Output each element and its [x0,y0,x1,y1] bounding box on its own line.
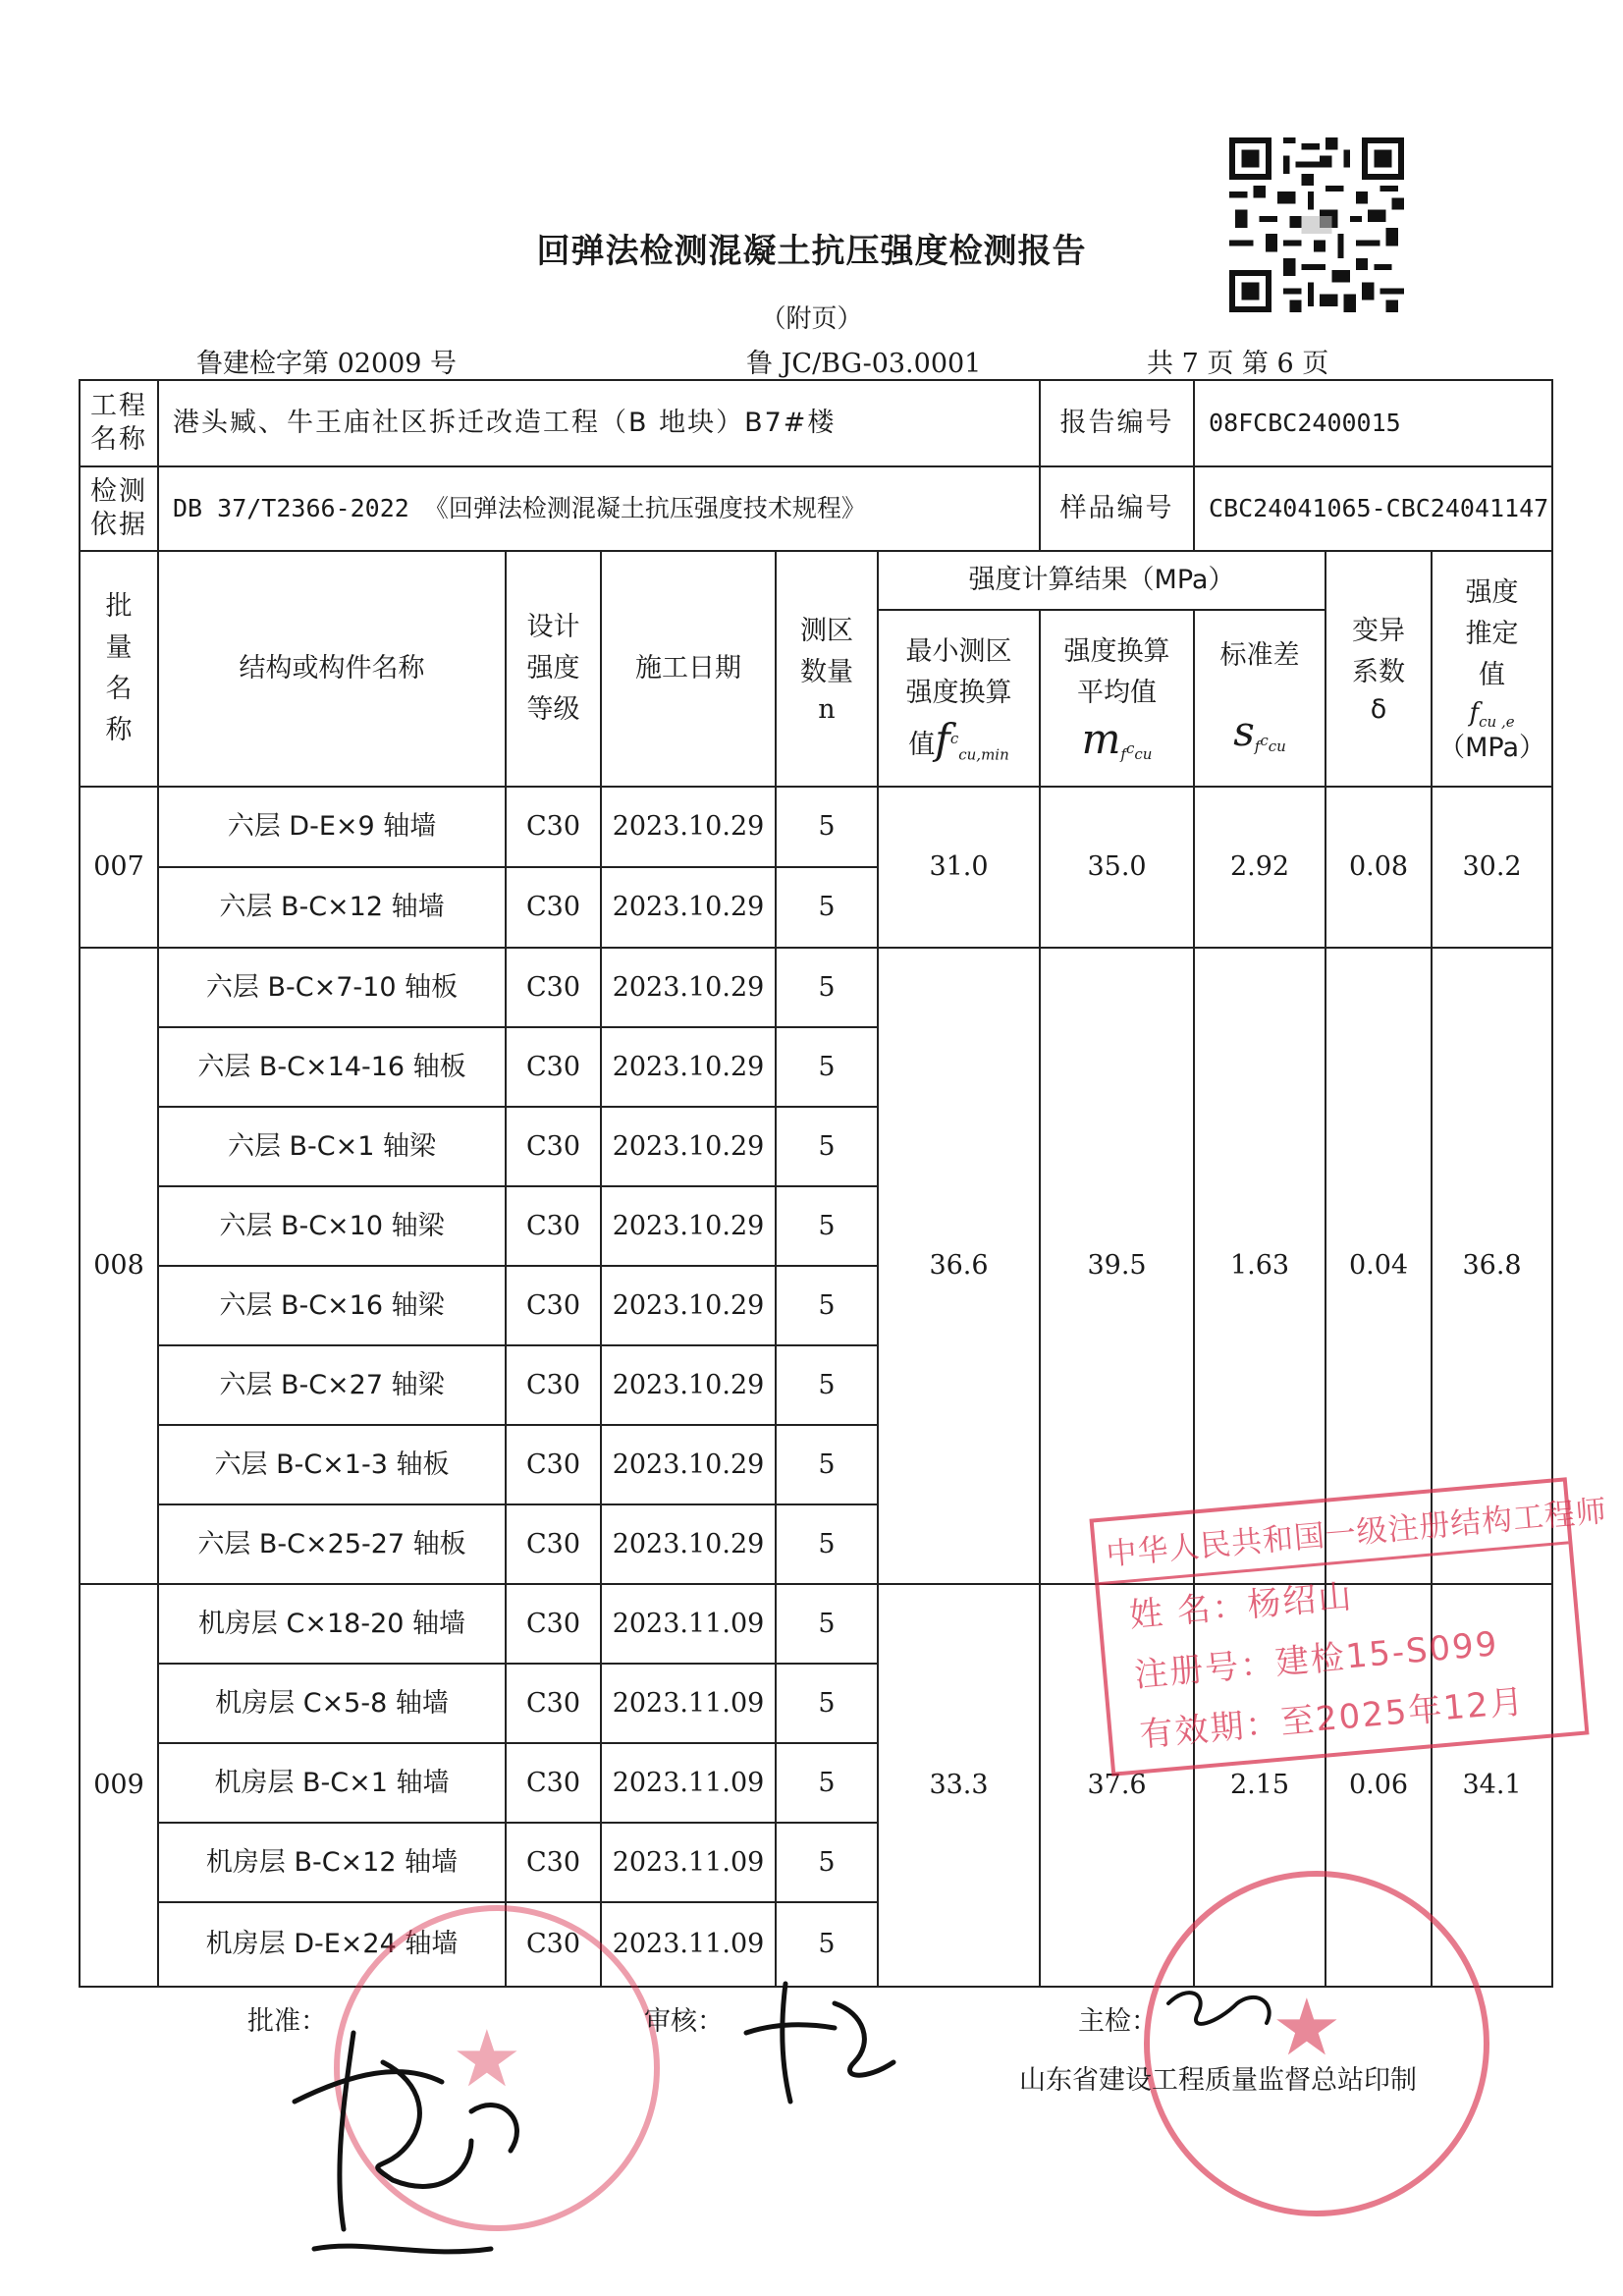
component-cell: 机房层 C×18-20 轴墙 [158,1584,506,1664]
std-value-cell: 1.63 [1194,948,1325,1584]
date-cell: 2023.11.09 [601,1743,776,1823]
mean-value-cell: 35.0 [1040,787,1194,948]
zones-cell: 5 [776,1345,878,1425]
component-cell: 六层 B-C×16 轴梁 [158,1266,506,1345]
component-cell: 六层 B-C×10 轴梁 [158,1186,506,1266]
zones-cell: 5 [776,1584,878,1664]
zones-cell: 5 [776,1504,878,1584]
cov-value-cell: 0.04 [1325,948,1432,1584]
col-zones-label: 测区数量 [800,616,853,688]
zones-cell: 5 [776,1902,878,1987]
info-row-basis [80,466,1552,551]
col-cov-header [1325,551,1432,787]
component-cell: 机房层 D-E×24 轴墙 [158,1902,506,1987]
engineer-stamp-name: 姓 名：杨绍山 [1127,1576,1355,1636]
zones-cell: 5 [776,1186,878,1266]
grade-cell: C30 [506,1584,601,1664]
zones-cell: 5 [776,787,878,867]
mean-value-cell: 37.6 [1040,1584,1194,1987]
engineer-stamp [1089,1477,1609,1777]
form-code: 鲁 JC/BG-03.0001 [746,349,982,379]
est-value-cell: 30.2 [1432,787,1552,948]
zones-cell: 5 [776,1823,878,1902]
date-cell: 2023.10.29 [601,948,776,1027]
zones-cell: 5 [776,948,878,1027]
grade-cell: C30 [506,1425,601,1504]
zones-cell: 5 [776,1425,878,1504]
grade-cell: C30 [506,1664,601,1743]
cov-value-cell: 0.06 [1325,1584,1432,1987]
min-value-cell: 36.6 [878,948,1040,1584]
zones-cell: 5 [776,1027,878,1107]
zones-cell: 5 [776,1664,878,1743]
report-title: 回弹法检测混凝土抗压强度检测报告 [536,232,1087,271]
grade-cell: C30 [506,948,601,1027]
col-batch-label: 批量名称 [105,591,133,745]
col-mean-header [1040,610,1194,787]
component-cell: 机房层 B-C×12 轴墙 [158,1823,506,1902]
col-date-header: 施工日期 [601,551,776,787]
grade-cell: C30 [506,1902,601,1987]
component-cell: 六层 B-C×25-27 轴板 [158,1504,506,1584]
component-cell: 六层 B-C×12 轴墙 [158,867,506,948]
grade-cell: C30 [506,1027,601,1107]
grade-cell: C30 [506,1266,601,1345]
basis-label: 检测依据 [80,466,158,551]
project-value: 港头臧、牛王庙社区拆迁改造工程（B 地块）B7#楼 [158,380,1040,466]
engineer-stamp-head: 中华人民共和国一级注册结构工程师 [1094,1482,1569,1586]
col-min-label-tail: 值 [908,729,936,760]
grade-cell: C30 [506,1504,601,1584]
batch-cell: 007 [80,787,158,948]
review-label: 审核： [644,2006,724,2037]
inspector-signature [1159,1974,1296,2043]
date-cell: 2023.11.09 [601,1664,776,1743]
basis-value: DB 37/T2366-2022 《回弹法检测混凝土抗压强度技术规程》 [158,466,1040,551]
std-value-cell: 2.92 [1194,787,1325,948]
min-value-cell: 33.3 [878,1584,1040,1987]
col-est-unit: （MPa） [1438,732,1545,763]
report-no-label: 报告编号 [1040,380,1194,466]
date-cell: 2023.10.29 [601,1266,776,1345]
report-subtitle: （附页） [760,304,863,334]
engineer-stamp-valid: 有效期：至2025年12月 [1138,1681,1527,1756]
date-cell: 2023.11.09 [601,1823,776,1902]
grade-cell: C30 [506,1186,601,1266]
zones-cell: 5 [776,1266,878,1345]
date-cell: 2023.10.29 [601,1425,776,1504]
component-cell: 机房层 B-C×1 轴墙 [158,1743,506,1823]
date-cell: 2023.10.29 [601,787,776,867]
batch-cell: 008 [80,948,158,1584]
grade-cell: C30 [506,1345,601,1425]
approver-signature [275,2003,599,2278]
grade-cell: C30 [506,867,601,948]
reviewer-signature [727,1974,923,2111]
table-row [80,787,1552,867]
zones-cell: 5 [776,1107,878,1186]
sample-no-value: CBC24041065-CBC24041147 [1194,466,1552,551]
grade-cell: C30 [506,1823,601,1902]
component-cell: 六层 B-C×1-3 轴板 [158,1425,506,1504]
date-cell: 2023.11.09 [601,1902,776,1987]
col-std-header [1194,610,1325,787]
qr-code-icon [1229,137,1404,312]
cov-value-cell: 0.08 [1325,787,1432,948]
col-zones-symbol: n [818,693,836,725]
component-cell: 六层 B-C×14-16 轴板 [158,1027,506,1107]
std-value-cell: 2.15 [1194,1584,1325,1987]
col-std-symbol: $s_{f^ccu}$ [1233,706,1286,755]
printed-by-org: 山东省建设工程质量监督总站印制 [1019,2065,1417,2096]
col-grade-header [506,551,601,787]
info-row-project [80,380,1552,466]
est-value-cell: 34.1 [1432,1584,1552,1987]
date-cell: 2023.10.29 [601,1345,776,1425]
project-label: 工程名称 [80,380,158,466]
component-cell: 六层 B-C×7-10 轴板 [158,948,506,1027]
date-cell: 2023.10.29 [601,1107,776,1186]
col-est-header [1432,551,1552,787]
zones-cell: 5 [776,867,878,948]
col-std-label: 标准差 [1219,640,1300,671]
batch-cell: 009 [80,1584,158,1987]
col-mean-label: 强度换算平均值 [1063,635,1170,708]
col-mean-symbol: $m_{f^ccu}$ [1081,714,1153,763]
approval-seal-star-icon: ★ [452,2013,522,2105]
col-grade-label: 设计强度等级 [526,612,580,725]
min-value-cell: 31.0 [878,787,1040,948]
grade-cell: C30 [506,1107,601,1186]
col-zones-header [776,551,878,787]
grade-cell: C30 [506,787,601,867]
date-cell: 2023.10.29 [601,1504,776,1584]
component-cell: 机房层 C×5-8 轴墙 [158,1664,506,1743]
col-min-symbol: $f^c_{cu,min}$ [935,714,1009,763]
zones-cell: 5 [776,1743,878,1823]
page-count: 共 7 页 第 6 页 [1147,349,1329,379]
engineer-stamp-reg: 注册号：建检15-S099 [1132,1624,1500,1696]
col-batch-header [80,551,158,787]
est-value-cell: 36.8 [1432,948,1552,1584]
mean-value-cell: 39.5 [1040,948,1194,1584]
col-cov-label: 变异系数 [1352,616,1406,688]
col-component-header: 结构或构件名称 [158,551,506,787]
report-code: 鲁建检字第 02009 号 [196,349,458,379]
date-cell: 2023.10.29 [601,867,776,948]
grade-cell: C30 [506,1743,601,1823]
inspect-label: 主检： [1078,2006,1158,2037]
report-no-value: 08FCBC2400015 [1194,380,1552,466]
col-min-label: 最小测区强度换算 [905,635,1012,708]
date-cell: 2023.11.09 [601,1584,776,1664]
col-est-symbol: $f_{cu ,e}$ [1469,697,1515,732]
col-cov-symbol: δ [1370,693,1387,725]
sample-no-label: 样品编号 [1040,466,1194,551]
strength-group-header: 强度计算结果（MPa） [878,551,1325,610]
col-est-label: 强度推定值 [1465,577,1519,691]
company-seal-star-icon: ★ [1271,1982,1342,2073]
component-cell: 六层 D-E×9 轴墙 [158,787,506,867]
table-row [80,948,1552,1027]
column-header-row-1 [80,551,1552,610]
approve-label: 批准： [247,2006,327,2037]
date-cell: 2023.10.29 [601,1186,776,1266]
component-cell: 六层 B-C×1 轴梁 [158,1107,506,1186]
date-cell: 2023.10.29 [601,1027,776,1107]
component-cell: 六层 B-C×27 轴梁 [158,1345,506,1425]
col-min-header [878,610,1040,787]
